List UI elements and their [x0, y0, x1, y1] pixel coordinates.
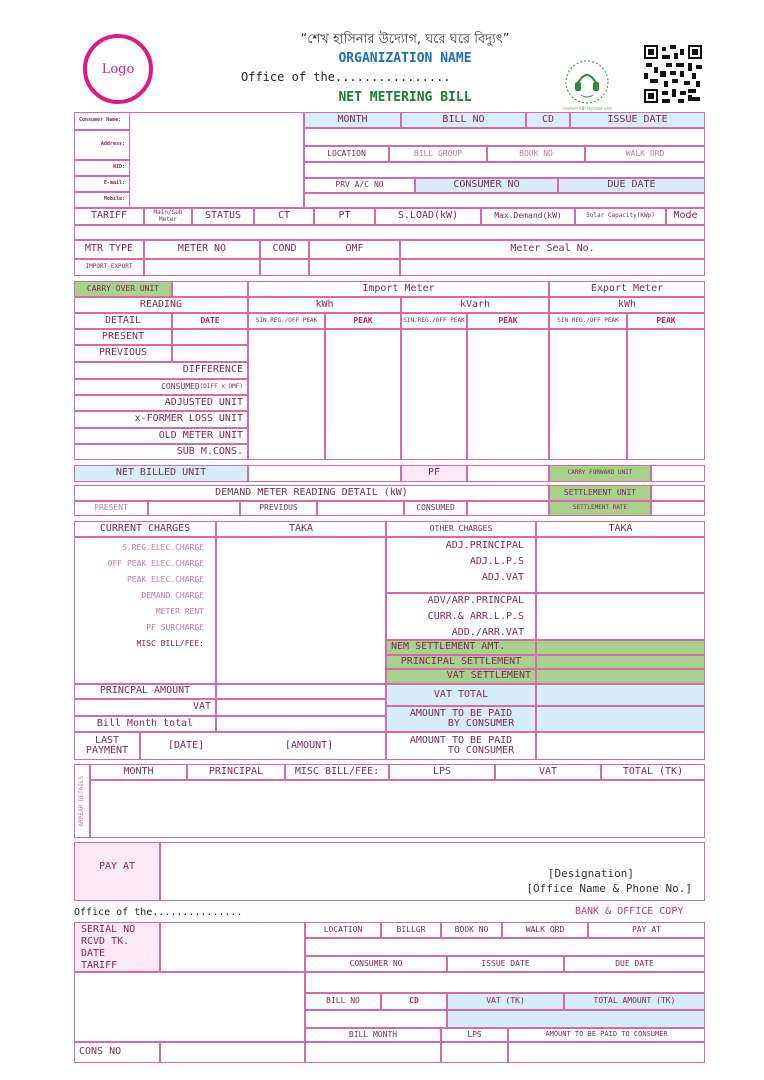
adjusted-unit-label: ADJUSTED UNIT	[74, 395, 248, 411]
omf-value	[309, 259, 400, 276]
copy-bill-month-value	[305, 1042, 441, 1063]
adj-principal-label: ADJ.PRINCIPAL	[445, 540, 524, 551]
date-header: DATE	[172, 313, 248, 329]
rcvd-tk-label: RCVD TK.	[81, 936, 130, 947]
arrear-details-label: ARREAR DETAILS	[77, 775, 85, 827]
curr-arr-lps-label: CURR.& ARR.L.P.S	[427, 611, 524, 622]
logo	[83, 34, 153, 104]
location-values-row	[304, 162, 705, 178]
month-values-row	[304, 128, 705, 146]
principal-settlement-label: PRINCIPAL SETTLEMENT	[386, 655, 536, 669]
copy-issue-date-header: ISSUE DATE	[447, 956, 564, 972]
demand-consumed-value	[467, 501, 549, 516]
nem-settlement-value	[536, 640, 705, 655]
current-charges-header: CURRENT CHARGES	[74, 521, 216, 537]
serial-no-label: SERIAL NO	[81, 924, 136, 935]
settlement-unit-label: SETTLEMENT UNIT	[549, 485, 651, 501]
status-header: STATUS	[192, 208, 254, 225]
copy-total-amount-header: TOTAL AMOUNT (TK)	[564, 993, 705, 1010]
bill-no-header: BILL NO	[401, 112, 526, 128]
import-kwh-peak-column	[325, 329, 401, 460]
last-payment-value	[140, 732, 386, 760]
vat-settlement-value	[536, 669, 705, 684]
tariff-header: TARIFF	[74, 208, 144, 225]
carry-forward-unit-label: CARRY FORWARD UNIT	[549, 465, 651, 482]
taka-header-2: TAKA	[536, 521, 705, 537]
prv-ac-header: PRV A/C NO	[304, 178, 415, 193]
copy-left-list	[81, 924, 135, 972]
cons-no-value	[160, 1042, 305, 1063]
meter-text: Meter	[158, 215, 178, 223]
copy-consumer-no-header: CONSUMER NO	[305, 956, 447, 972]
export-kwh-offpeak-column	[549, 329, 627, 460]
consumer-name-label: Consumer Name:	[74, 112, 130, 130]
copy-due-date-header: DUE DATE	[564, 956, 705, 972]
arrear-vat-header: VAT	[495, 764, 601, 780]
carry-over-unit-label: CARRY OVER UNIT	[74, 281, 172, 297]
export-kwh-peak-column	[627, 329, 705, 460]
copy-book-no-header: BOOK NO	[441, 922, 502, 938]
vat-total-label: VAT TOTAL	[386, 684, 536, 706]
import-kwh-offpeak-column	[248, 329, 325, 460]
issue-date-header: ISSUE DATE	[570, 112, 705, 128]
demand-previous-label: PREVIOUS	[240, 501, 317, 516]
signature-block	[460, 866, 692, 896]
nid-label: NID:	[74, 160, 130, 176]
bill-title: NET METERING BILL	[338, 90, 472, 105]
copy-pay-at-header: PAY AT	[588, 922, 705, 938]
settlement-unit-value	[651, 485, 705, 501]
copy-bill-no-value	[305, 1010, 447, 1028]
present-label: PRESENT	[74, 329, 172, 345]
difference-label: DIFFERENCE	[74, 362, 248, 379]
principal-amount-label: PRINCPAL AMOUNT	[74, 684, 216, 699]
principal-amount-value	[216, 684, 386, 699]
adj-values-box	[536, 537, 705, 593]
solar-capacity-header: Solar Capacity(KWp)	[575, 208, 666, 225]
import-kwh-header: kWh	[248, 297, 401, 313]
consumer-values-row	[304, 193, 705, 208]
bank-office-copy-label: BANK & OFFICE COPY	[575, 906, 684, 917]
by-consumer-text: BY CONSUMER	[447, 718, 515, 729]
import-kvarh-offpeak-column	[401, 329, 467, 460]
arrear-principal-header: PRINCIPAL	[187, 764, 285, 780]
meter-seal-value	[400, 259, 705, 276]
designation-text: [Designation]	[547, 867, 634, 880]
old-meter-unit-label: OLD METER UNIT	[74, 428, 248, 444]
mode-header: Mode	[666, 208, 705, 225]
vat-value	[216, 699, 386, 716]
settlement-rate-label: SETTLEMENT RATE	[549, 501, 651, 516]
office-phone-text: [Office Name & Phone No.]	[526, 882, 692, 895]
pay-at-text: PAY AT	[98, 861, 136, 873]
arrear-month-header: MONTH	[90, 764, 187, 780]
misc-bill-fee-label: MISC BILL/FEE:	[136, 639, 204, 648]
seal-caption: বাংলাদেশ পল্লী বিদ্যুতায়ন বোর্ড	[562, 106, 612, 111]
reading-header: READING	[74, 297, 248, 313]
cond-value	[260, 259, 309, 276]
main-sub-meter-header	[144, 208, 192, 225]
to-consumer-text: TO CONSUMER	[447, 745, 515, 756]
meter-no-header: METER NO	[144, 240, 260, 259]
bill-month-total-label: Bill Month total	[74, 716, 216, 732]
office-of: Office of the................	[241, 70, 451, 84]
present-date	[172, 329, 248, 345]
meter-seal-header: Meter Seal No.	[400, 240, 705, 259]
settlement-rate-value	[651, 501, 705, 516]
arrear-total-header: TOTAL (TK)	[601, 764, 705, 780]
pf-label: PF	[401, 465, 467, 482]
location-header: LOCATION	[304, 146, 389, 162]
previous-date	[172, 345, 248, 362]
demand-present-value	[148, 501, 240, 516]
copy-vat-tk-header: VAT (TK)	[447, 993, 564, 1010]
bill-month-total-value	[216, 716, 386, 732]
copy-cd-header: CD	[381, 993, 447, 1010]
nem-settlement-label: NEM SETTLEMENT AMT.	[386, 640, 536, 655]
copy-tariff-label: TARIFF	[81, 960, 118, 971]
demand-previous-value	[317, 501, 404, 516]
copy-amount-paid-value	[508, 1042, 705, 1063]
sub-mcons-label: SUB M.CONS.	[74, 444, 248, 460]
cons-no-label: CONS NO	[74, 1042, 160, 1063]
book-no-header: BOOK NO	[487, 146, 585, 162]
net-billed-unit-label: NET BILLED UNIT	[74, 465, 248, 482]
previous-label: PREVIOUS	[74, 345, 172, 362]
copy-consumer-values	[305, 972, 705, 993]
demand-present-label: PRESENT	[74, 501, 148, 516]
import-kwh-offpeak-header: SIN.REG./OFF PEAK	[248, 313, 325, 329]
copy-bill-no-header: BILL NO	[305, 993, 381, 1010]
due-date-header: DUE DATE	[558, 178, 705, 193]
current-charges-list	[74, 540, 204, 652]
copy-bill-month-header: BILL MONTH	[305, 1028, 441, 1042]
net-billed-value	[248, 465, 401, 482]
pf-surcharge-label: PF SURCHARGE	[146, 623, 204, 632]
last-text: LAST	[94, 734, 120, 746]
amount-paid-by-consumer-value	[536, 706, 705, 732]
copy-left-values	[160, 922, 305, 972]
bill-group-header: BILL GROUP	[389, 146, 487, 162]
amount-to-be-paid-text: AMOUNT TO BE PAID	[409, 707, 513, 719]
import-kwh-peak-header: PEAK	[325, 313, 401, 329]
current-charges-values-box	[216, 537, 386, 684]
max-demand-header: Max.Demand(kW)	[481, 208, 575, 225]
copy-amount-paid-header: AMOUNT TO BE PAID TO CONSUMER	[508, 1028, 705, 1042]
org-name: ORGANIZATION NAME	[338, 51, 472, 66]
meter-no-value	[144, 259, 260, 276]
organization-seal-icon	[562, 57, 612, 107]
demand-charge-label: DEMAND CHARGE	[141, 591, 204, 600]
mtr-type-header: MTR TYPE	[74, 240, 144, 259]
adv-list	[386, 593, 524, 641]
pt-header: PT	[314, 208, 375, 225]
other-charges-header: OTHER CHARGES	[386, 521, 536, 537]
import-meter-header: Import Meter	[248, 281, 549, 297]
email-label: E-mail:	[74, 176, 130, 192]
vat-settlement-label: VAT SETTLEMENT	[386, 669, 536, 684]
peak-elec-charge-label: PEAK ELEC.CHARGE	[126, 575, 204, 584]
arrear-values-area	[90, 780, 705, 838]
address-label: Address:	[74, 130, 130, 160]
slogan: “শেখ হাসিনার উদ্যোগ, ঘরে ঘরে বিদ্যুৎ”	[300, 32, 510, 47]
logo-text: Logo	[101, 61, 135, 77]
off-peak-elec-charge-label: OFF PEAK ELEC.CHARGE	[107, 559, 204, 568]
demand-consumed-label: CONSUMED	[404, 501, 467, 516]
consumed-label	[74, 379, 248, 395]
pay-at-label	[74, 842, 160, 901]
last-payment-amount: [AMOUNT]	[285, 739, 334, 751]
arrear-side-box	[74, 764, 90, 838]
export-meter-header: Export Meter	[549, 281, 705, 297]
copy-billgr-header: BILLGR	[381, 922, 441, 938]
sload-header: S.LOAD(kW)	[375, 208, 481, 225]
mobile-label: Mobile:	[74, 192, 130, 208]
tariff-values-row	[74, 225, 705, 240]
carry-forward-value	[651, 465, 705, 482]
consumed-text: CONSUMED	[161, 381, 200, 391]
adj-vat-label: ADJ.VAT	[481, 572, 524, 583]
meter-rent-label: METER RENT	[155, 607, 204, 616]
main-sub-text: Main/Sub	[153, 209, 183, 217]
amount-paid-by-consumer-label	[386, 706, 536, 732]
copy-location-values	[305, 938, 705, 956]
taka-header: TAKA	[216, 521, 386, 537]
amount-to-be-paid-text-2: AMOUNT TO BE PAID	[409, 734, 513, 746]
export-kwh-offpeak-header: SIN.REG./OFF PEAK	[549, 313, 627, 329]
copy-date-label: DATE	[81, 948, 106, 959]
export-kwh-header: kWh	[549, 297, 705, 313]
cond-header: COND	[260, 240, 309, 259]
pf-value	[467, 465, 549, 482]
payment-text: PAYMENT	[85, 745, 129, 756]
copy-lps-value	[441, 1042, 508, 1063]
import-export-label: IMPORT-EXPORT	[74, 259, 144, 276]
detail-header: DETAIL	[74, 313, 172, 329]
month-header: MONTH	[304, 112, 401, 128]
import-kvarh-peak-header: PEAK	[467, 313, 549, 329]
consumed-note: (DIFF x OMF)	[199, 382, 243, 390]
adj-lps-label: ADJ.L.P.S	[469, 556, 524, 567]
import-kvarh-offpeak-header: SIN.REG./OFF PEAK	[401, 313, 467, 329]
xformer-loss-label: x-FORMER LOSS UNIT	[74, 411, 248, 428]
arrear-misc-header: MISC BILL/FEE:	[285, 764, 389, 780]
arrear-lps-header: LPS	[389, 764, 495, 780]
amount-paid-to-consumer-label	[386, 732, 536, 760]
vat-label: VAT	[74, 699, 216, 716]
omf-header: OMF	[309, 240, 400, 259]
consumer-no-header: CONSUMER NO	[415, 178, 558, 193]
copy-office-of: Office of the...............	[74, 907, 243, 918]
copy-amount-values	[447, 1010, 705, 1028]
demand-meter-detail-header: DEMAND METER READING DETAIL (kW)	[74, 485, 549, 501]
cd-header: CD	[526, 112, 570, 128]
copy-lps-header: LPS	[441, 1028, 508, 1042]
import-kvarh-peak-column	[467, 329, 549, 460]
amount-paid-to-consumer-value	[536, 732, 705, 760]
copy-location-header: LOCATION	[305, 922, 381, 938]
adv-arp-principal-label: ADV/ARP.PRINCPAL	[427, 595, 524, 606]
add-arr-vat-label: ADD./ARR.VAT	[451, 627, 524, 638]
adv-values-box	[536, 593, 705, 640]
s-reg-elec-charge-label: S.REG.ELEC.CHARGE	[122, 543, 204, 552]
principal-settlement-value	[536, 655, 705, 669]
ct-header: CT	[254, 208, 314, 225]
export-kwh-peak-header: PEAK	[627, 313, 705, 329]
vat-total-value	[536, 684, 705, 706]
import-kvarh-header: kVarh	[401, 297, 549, 313]
adj-list	[386, 538, 524, 586]
walk-ord-header: WALK ORD	[585, 146, 705, 162]
last-payment-label	[74, 732, 140, 760]
copy-left-stamp-area	[74, 972, 305, 1042]
last-payment-date: [DATE]	[168, 739, 205, 751]
copy-walk-ord-header: WALK ORD	[502, 922, 588, 938]
qr-code-icon	[644, 45, 702, 103]
carry-over-value	[172, 281, 248, 297]
